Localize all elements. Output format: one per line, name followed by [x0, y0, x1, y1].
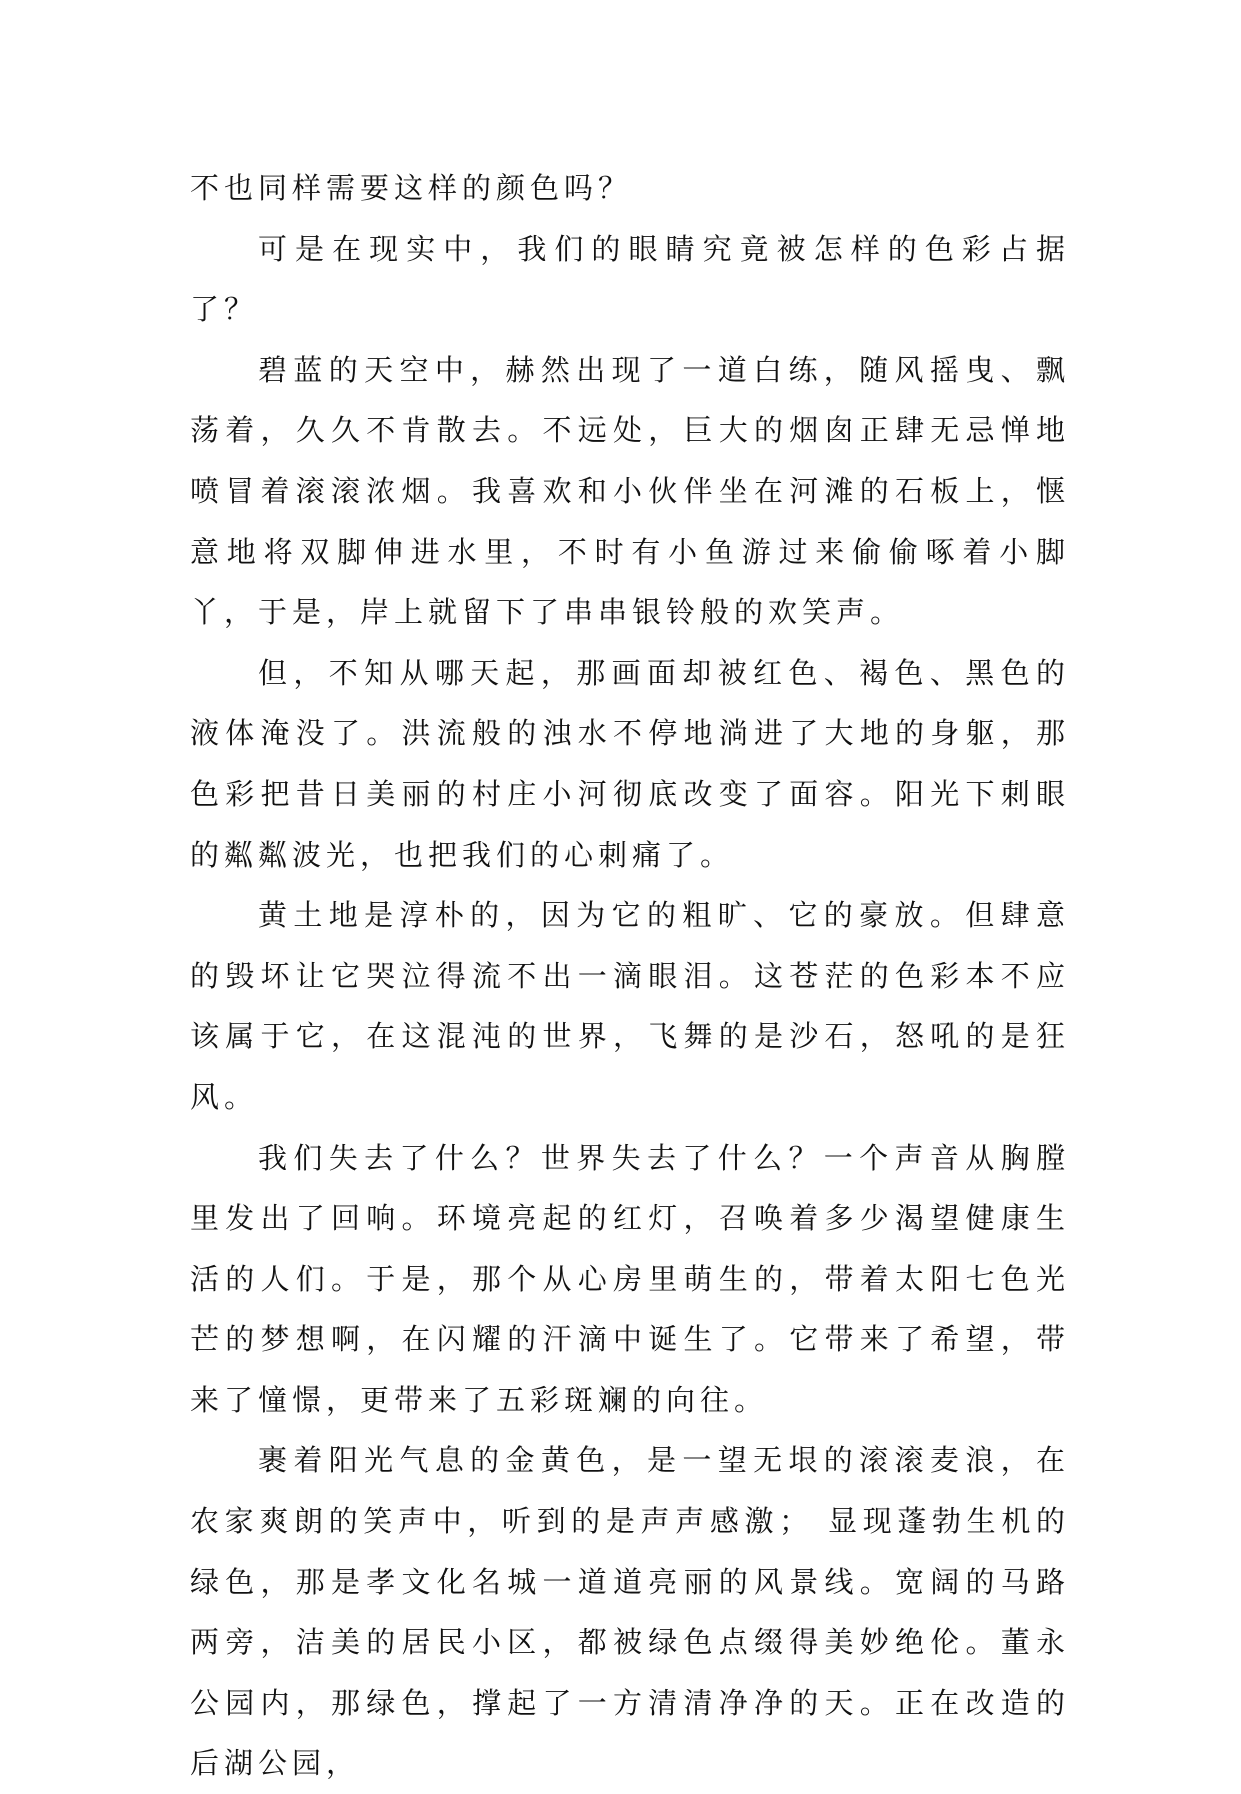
paragraph-4: 但，不知从哪天起，那画面却被红色、褐色、黑色的液体淹没了。洪流般的浊水不停地淌进了大地的身躯，那色彩把昔日美丽的村庄小河彻底改变了面容。阳光下刺眼的粼粼波光，也把我们的心刺痛了。 — [190, 655, 1070, 872]
document-body — [190, 158, 1070, 1794]
paragraph-2: 可是在现实中，我们的眼睛究竟被怎样的色彩占据了？ — [190, 231, 1070, 327]
paragraph-5: 黄土地是淳朴的，因为它的粗旷、它的豪放。但肆意的毁坏让它哭泣得流不出一滴眼泪。这苍茫的色彩本不应该属于它，在这混沌的世界，飞舞的是沙石，怒吼的是狂风。 — [190, 898, 1070, 1114]
paragraph-3: 碧蓝的天空中，赫然出现了一道白练，随风摇曳、飘荡着，久久不肯散去。不远处，巨大的烟囱正肆无忌惮地喷冒着滚滚浓烟。我喜欢和小伙伴坐在河滩的石板上，惬意地将双脚伸进水里，不时有小鱼游过来偷偷啄着小脚丫，于是，岸上就留下了串串银铃般的欢笑声。 — [190, 352, 1070, 630]
paragraph-1: 不也同样需要这样的颜色吗？ — [190, 171, 633, 205]
paragraph-7: 裹着阳光气息的金黄色，是一望无垠的滚滚麦浪，在农家爽朗的笑声中，听到的是声声感激； 显现蓬勃生机的绿色，那是孝文化名城一道道亮丽的风景线。宽阔的马路两旁，洁美的居民小区，都被绿色点缀得美妙绝伦。董永公园内，那绿色，撑起了一方清清净净的天。正在改造的后湖公园， — [190, 1443, 1070, 1781]
paragraph-6: 我们失去了什么？世界失去了什么？一个声音从胸膛里发出了回响。环境亮起的红灯，召唤着多少渴望健康生活的人们。于是，那个从心房里萌生的，带着太阳七色光芒的梦想啊，在闪耀的汗滴中诞生了。它带来了希望，带来了憧憬，更带来了五彩斑斓的向往。 — [190, 1140, 1070, 1417]
